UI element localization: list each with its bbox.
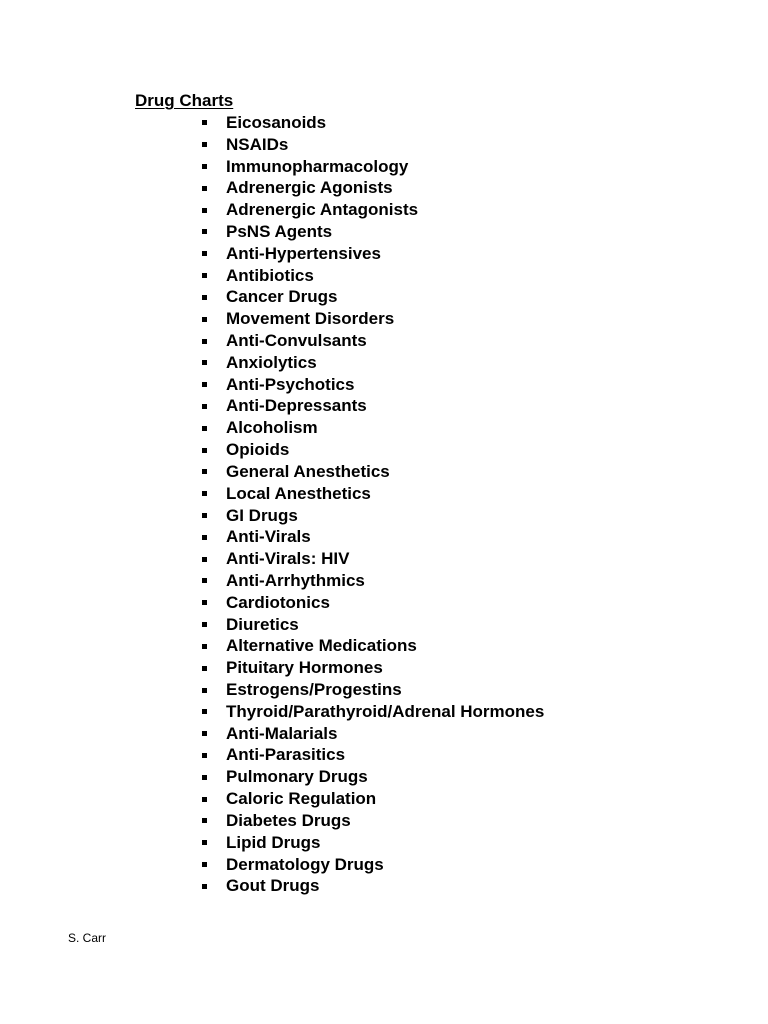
topic-list <box>200 112 544 897</box>
list-item <box>200 854 544 876</box>
square-bullet-icon <box>202 382 207 387</box>
list-item <box>200 875 544 897</box>
square-bullet-icon <box>202 775 207 780</box>
list-item-label: Anti-Malarials <box>226 723 338 743</box>
list-item <box>200 461 544 483</box>
list-item <box>200 614 544 636</box>
list-item-label: Antibiotics <box>226 265 314 285</box>
list-item-label: Diuretics <box>226 614 299 634</box>
list-item <box>200 766 544 788</box>
list-item <box>200 548 544 570</box>
square-bullet-icon <box>202 273 207 278</box>
square-bullet-icon <box>202 688 207 693</box>
square-bullet-icon <box>202 339 207 344</box>
list-item-label: Thyroid/Parathyroid/Adrenal Hormones <box>226 701 545 721</box>
square-bullet-icon <box>202 229 207 234</box>
list-item-label: Eicosanoids <box>226 112 327 132</box>
square-bullet-icon <box>202 120 207 125</box>
square-bullet-icon <box>202 360 207 365</box>
list-item-label: Lipid Drugs <box>226 832 321 852</box>
list-item-label: Opioids <box>226 440 290 460</box>
square-bullet-icon <box>202 426 207 431</box>
list-item-label: Diabetes Drugs <box>226 810 351 830</box>
list-item-label: Anti-Virals <box>226 527 311 547</box>
list-item-label: Anti-Virals: HIV <box>226 549 350 569</box>
list-item <box>200 657 544 679</box>
list-item-label: Pulmonary Drugs <box>226 767 368 787</box>
list-item-label: Gout Drugs <box>226 876 320 896</box>
list-item-label: Alternative Medications <box>226 636 417 656</box>
list-item-label: Cancer Drugs <box>226 287 338 307</box>
list-item-label: Adrenergic Antagonists <box>226 200 419 220</box>
square-bullet-icon <box>202 208 207 213</box>
square-bullet-icon <box>202 164 207 169</box>
list-item <box>200 243 544 265</box>
list-item <box>200 177 544 199</box>
list-item <box>200 810 544 832</box>
square-bullet-icon <box>202 295 207 300</box>
list-item <box>200 221 544 243</box>
list-item <box>200 330 544 352</box>
square-bullet-icon <box>202 535 207 540</box>
square-bullet-icon <box>202 753 207 758</box>
list-item <box>200 265 544 287</box>
list-item <box>200 832 544 854</box>
list-item-label: Anti-Depressants <box>226 396 367 416</box>
list-item <box>200 439 544 461</box>
square-bullet-icon <box>202 251 207 256</box>
list-item-label: Anti-Psychotics <box>226 374 355 394</box>
list-item-label: Estrogens/Progestins <box>226 680 402 700</box>
list-item <box>200 592 544 614</box>
list-item <box>200 112 544 134</box>
list-item-label: Caloric Regulation <box>226 789 377 809</box>
list-item <box>200 417 544 439</box>
square-bullet-icon <box>202 644 207 649</box>
list-item-label: Cardiotonics <box>226 592 330 612</box>
list-item-label: Anti-Hypertensives <box>226 243 381 263</box>
list-item <box>200 788 544 810</box>
square-bullet-icon <box>202 186 207 191</box>
square-bullet-icon <box>202 448 207 453</box>
list-item <box>200 156 544 178</box>
square-bullet-icon <box>202 840 207 845</box>
list-item-label: General Anesthetics <box>226 461 390 481</box>
list-item <box>200 374 544 396</box>
page-title: Drug Charts <box>135 91 234 110</box>
square-bullet-icon <box>202 666 207 671</box>
square-bullet-icon <box>202 557 207 562</box>
author-footer: S. Carr <box>68 931 107 945</box>
list-item <box>200 745 544 767</box>
square-bullet-icon <box>202 731 207 736</box>
square-bullet-icon <box>202 317 207 322</box>
list-item-label: GI Drugs <box>226 505 298 525</box>
list-item-label: Alcoholism <box>226 418 318 438</box>
list-item-label: Immunopharmacology <box>226 156 409 176</box>
list-item-label: PsNS Agents <box>226 221 333 241</box>
list-item <box>200 199 544 221</box>
square-bullet-icon <box>202 578 207 583</box>
square-bullet-icon <box>202 469 207 474</box>
list-item-label: Anti-Convulsants <box>226 331 367 351</box>
square-bullet-icon <box>202 491 207 496</box>
list-item <box>200 287 544 309</box>
square-bullet-icon <box>202 797 207 802</box>
square-bullet-icon <box>202 818 207 823</box>
list-item-label: Anti-Arrhythmics <box>226 570 365 590</box>
list-item <box>200 636 544 658</box>
square-bullet-icon <box>202 404 207 409</box>
list-item <box>200 505 544 527</box>
square-bullet-icon <box>202 622 207 627</box>
list-item <box>200 352 544 374</box>
list-item <box>200 679 544 701</box>
list-item <box>200 396 544 418</box>
square-bullet-icon <box>202 600 207 605</box>
square-bullet-icon <box>202 862 207 867</box>
list-item-label: Anti-Parasitics <box>226 745 346 765</box>
list-item <box>200 701 544 723</box>
list-item-label: Pituitary Hormones <box>226 658 383 678</box>
list-item-label: Local Anesthetics <box>226 483 371 503</box>
square-bullet-icon <box>202 884 207 889</box>
list-item-label: Movement Disorders <box>226 309 395 329</box>
list-item <box>200 570 544 592</box>
list-item <box>200 134 544 156</box>
list-item-label: Adrenergic Agonists <box>226 178 393 198</box>
list-item-label: NSAIDs <box>226 134 289 154</box>
square-bullet-icon <box>202 513 207 518</box>
square-bullet-icon <box>202 709 207 714</box>
list-item-label: Dermatology Drugs <box>226 854 384 874</box>
square-bullet-icon <box>202 142 207 147</box>
list-item-label: Anxiolytics <box>226 352 317 372</box>
list-item <box>200 723 544 745</box>
list-item <box>200 526 544 548</box>
list-item <box>200 308 544 330</box>
list-item <box>200 483 544 505</box>
